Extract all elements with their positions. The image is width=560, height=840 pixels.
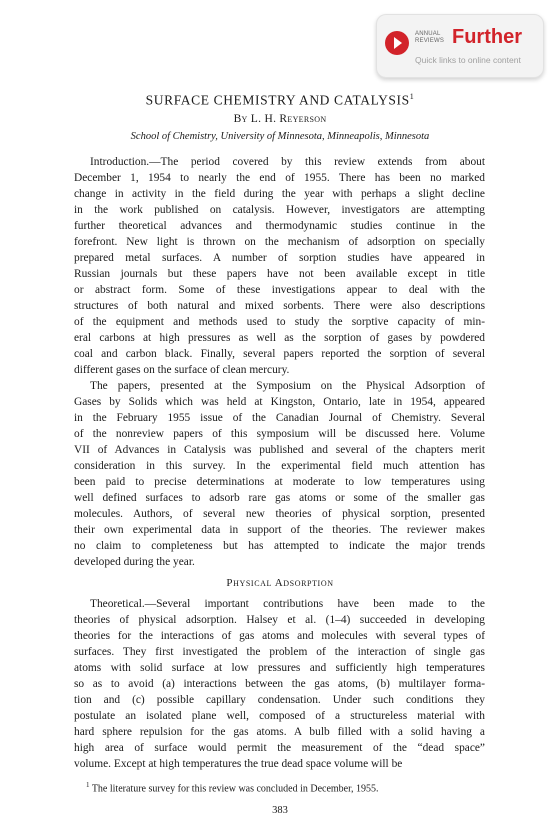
text-line: developed during the year. xyxy=(74,556,195,568)
text-line: prepared metal surfaces. A number of sorption studies have appeared in xyxy=(74,252,485,264)
text-line: volume. Except at high temperatures the true dead space volume will be xyxy=(74,758,403,770)
text-line: VII of Advances in Catalysis was published and several of the chapters merit xyxy=(74,444,485,456)
text-line: Introduction.—The period covered by this review extends from about xyxy=(90,156,485,168)
text-line: their own experimental data in support of the theories. The reviewer makes xyxy=(74,524,485,536)
text-line: in the work published on catalysis. However, investigators are attempting xyxy=(74,204,485,216)
text-line: change in activity in the field during the year with perhaps a slight decline xyxy=(74,188,485,200)
annual-reviews-further-badge[interactable] xyxy=(376,14,544,78)
text-line: forefront. New light is thrown on the mechanism of adsorption on specially xyxy=(74,236,485,248)
footnote: $^1$ The literature survey for this review was concluded in December, 1955. xyxy=(86,781,379,795)
text-line: eral carbons at high pressures as well as the sorption of gases by powdered xyxy=(74,332,485,344)
text-line: Gases by Solids which was held at Kingston, Ontario, late in 1954, appeared xyxy=(74,396,485,408)
text-line: well defined surfaces to adsorb rare gas atoms or some of the smaller gas xyxy=(74,492,485,504)
further-label: Further xyxy=(452,26,522,48)
quick-links-label: Quick links to online content xyxy=(415,55,521,65)
text-line: coal and carbon black. Finally, several papers reported the sorption of several xyxy=(74,348,485,360)
text-line: structures of both natural and mixed sorbents. There were also descriptions xyxy=(74,300,485,312)
annual-reviews-logo-text: ANNUAL REVIEWS xyxy=(415,31,445,44)
text-line: Russian journals but these papers have not been available except in title xyxy=(74,268,485,280)
text-line: or abstract form. Some of these investigations appear to deal with the xyxy=(74,284,485,296)
text-line: in the February 1955 issue of the Canadian Journal of Chemistry. Several xyxy=(74,412,485,424)
text-line: high area of surface would permit the measurement of the “dead space” xyxy=(74,742,485,754)
text-line: postulate an isolated plane well, composed of a structureless material with xyxy=(74,710,485,722)
section-heading: Physical Adsorption xyxy=(226,577,334,589)
text-line: so as to avoid (a) interactions between the gas atoms, (b) multilayer forma- xyxy=(74,678,485,690)
text-line: different gases on the surface of clean mercury. xyxy=(74,364,290,376)
text-line: no claim to completeness but has attempted to indicate the major trends xyxy=(74,540,485,552)
theoretical-paragraph xyxy=(74,596,485,772)
text-line: surfaces. They first investigated the problem of the interaction of single gas xyxy=(74,646,485,658)
introduction-paragraph xyxy=(74,154,485,378)
text-line: December 1, 1954 to nearly the end of 1955. There has been no marked xyxy=(74,172,485,184)
author-affiliation: School of Chemistry, University of Minnesota, Minneapolis, Minnesota xyxy=(130,131,430,142)
text-line: been paid to precise determinations at moderate to low temperatures using xyxy=(74,476,485,488)
page-number: 383 xyxy=(272,805,288,816)
play-icon xyxy=(385,31,409,55)
text-line: Theoretical.—Several important contributions have been made to the xyxy=(90,598,485,610)
text-line: tion and (c) possible capillary condensation. Under such conditions they xyxy=(74,694,485,706)
text-line: hard sphere repulsion for the gas atoms. A bulb filled with a solid having a xyxy=(74,726,485,738)
text-line: further theoretical advances and thermodynamic studies continue in the xyxy=(74,220,485,232)
text-line: theories for the interactions of gas atoms and molecules with several types of xyxy=(74,630,485,642)
author-byline: By L. H. Reyerson xyxy=(233,113,327,125)
symposium-paragraph xyxy=(74,378,485,570)
text-line: of the nonreview papers of this symposium will be discussed here. Volume xyxy=(74,428,485,440)
article-title: SURFACE CHEMISTRY AND CATALYSIS$^1$ xyxy=(145,92,415,108)
text-line: consideration in this survey. In the experimental field much attention has xyxy=(74,460,485,472)
text-line: of the equipment and methods used to study the sorptive capacity of min- xyxy=(74,316,485,328)
text-line: atoms with solid surface at low pressures and sufficiently high temperatures xyxy=(74,662,485,674)
text-line: theories of physical adsorption. Halsey et al. (1–4) succeeded in developing xyxy=(74,614,485,626)
text-line: The papers, presented at the Symposium on the Physical Adsorption of xyxy=(90,380,485,392)
text-line: molecules. Authors, of several new theories of physical sorption, presented xyxy=(74,508,485,520)
